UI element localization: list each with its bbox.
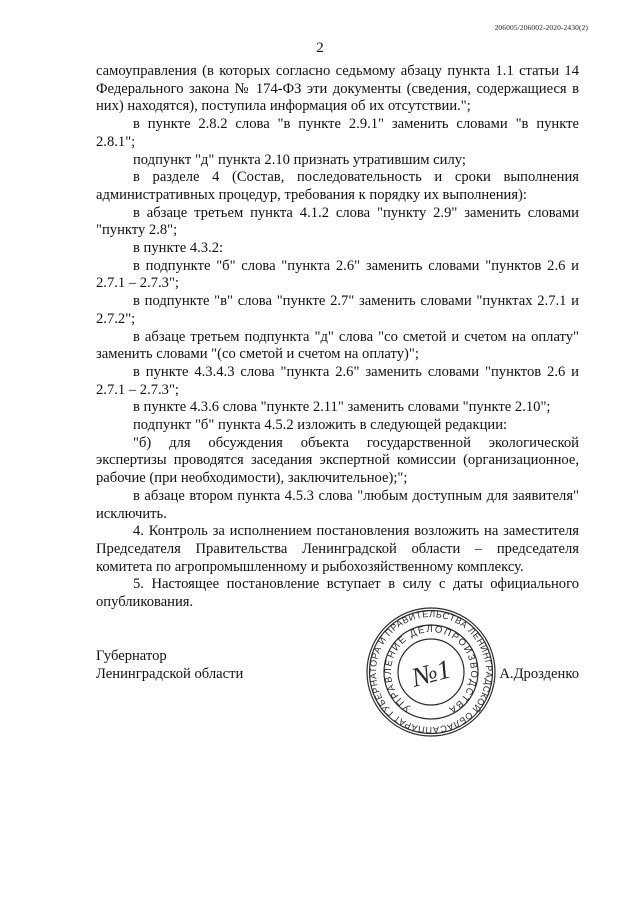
- paragraph: 5. Настоящее постановление вступает в силу с даты официального опубликования.: [96, 576, 579, 611]
- seal-outer-text: АППАРАТ ГУБЕРНАТОРА И ПРАВИТЕЛЬСТВА ЛЕНИНГРАДСКОЙ ОБЛАСТИ: [367, 608, 495, 736]
- paragraph: подпункт "д" пункта 2.10 признать утратившим силу;: [133, 151, 466, 168]
- paragraph: в пункте 4.3.4.3 слова "пункта 2.6" заменить словами "пунктов 2.6 и 2.7.1 – 2.7.3";: [96, 363, 579, 398]
- paragraph: в пункте 2.8.2 слова "в пункте 2.9.1" заменить словами "в пункте 2.8.1";: [96, 116, 579, 150]
- paragraph: в подпункте "б" слова "пункта 2.6" заменить словами "пунктов 2.6 и 2.7.1 – 2.7.3";: [96, 257, 579, 292]
- signatory-title: [96, 648, 243, 683]
- document-registration-code: 206005/206002-2020-2430(2): [494, 23, 588, 32]
- official-seal-stamp: [365, 606, 497, 738]
- paragraph: подпункт "б" пункта 4.5.2 изложить в следующей редакции:: [133, 417, 508, 434]
- paragraph: в пункте 4.3.2:: [133, 240, 224, 257]
- paragraph: в абзаце втором пункта 4.5.3 слова "любым доступным для заявителя" исключить.: [96, 487, 579, 522]
- paragraph: в абзаце третьем подпункта "д" слова "со сметой и счетом на оплату" заменить словами "(со сметой и счетом на оплату)";: [96, 328, 579, 363]
- signatory-name: А.Дрозденко: [499, 665, 579, 682]
- paragraph: "б) для обсуждения объекта государственной экологической экспертизы проводятся заседания экспертной комиссии (организационное, рабочие (при необходимости), заключительное);";: [96, 434, 579, 487]
- signatory-title-line: Ленинградской области: [96, 665, 244, 682]
- paragraph: в пункте 4.3.6 слова "пункте 2.11" заменить словами "пункте 2.10";: [133, 399, 551, 416]
- document-body: [96, 63, 579, 612]
- page-number: 2: [316, 40, 324, 56]
- paragraph: 4. Контроль за исполнением постановления возложить на заместителя Председателя Правительства Ленинградской области – председателя комитета по агропромышленному и рыбохозяйственному комплексу.: [96, 523, 579, 575]
- signatory-title-line: Губернатор: [96, 648, 167, 664]
- seal-inner-text: УПРАВЛЕНИЕ ДЕЛОПРОИЗВОДСТВА: [382, 623, 480, 716]
- paragraph: в подпункте "в" слова "пункте 2.7" заменить словами "пунктах 2.7.1 и 2.7.2";: [96, 293, 579, 327]
- paragraph: в абзаце третьем пункта 4.1.2 слова "пункту 2.9" заменить словами "пункту 2.8";: [96, 204, 579, 239]
- seal-number: №1: [408, 653, 454, 693]
- paragraph: в разделе 4 (Состав, последовательность и сроки выполнения административных процедур, требования к порядку их выполнения):: [96, 169, 579, 203]
- paragraph: самоуправления (в которых согласно седьмому абзацу пункта 1.1 статьи 14 Федерального закона № 174-ФЗ эти документы (сведения, содержащиеся в них) находятся), поступила информация об их отсутствии.";: [96, 63, 579, 115]
